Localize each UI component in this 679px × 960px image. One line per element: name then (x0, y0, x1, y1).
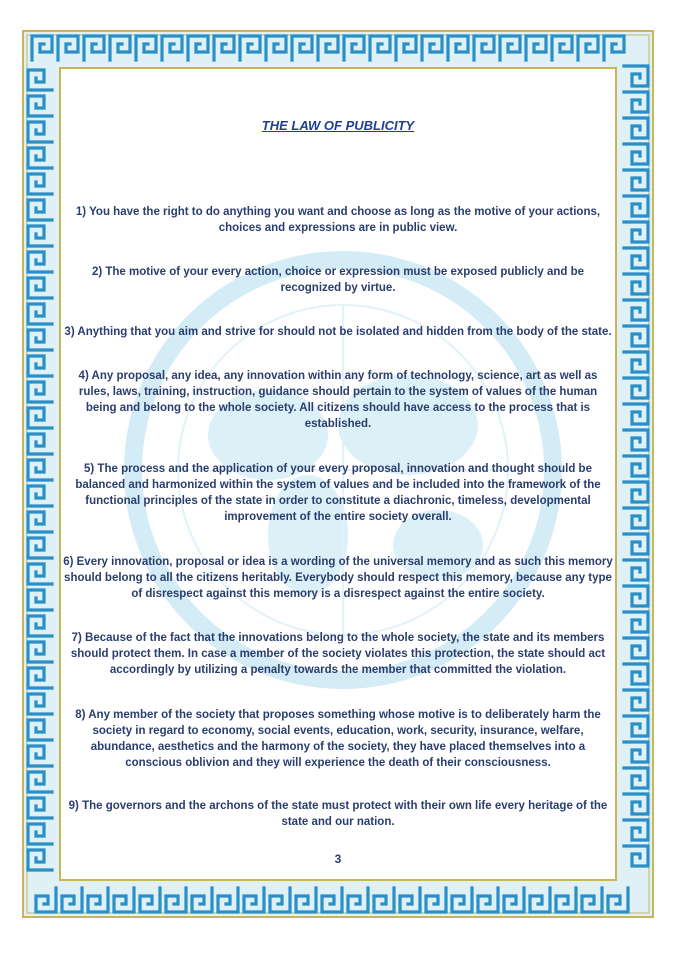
clause-4: 4) Any proposal, any idea, any innovation within any form of technology, science, art as well as rules, laws, training, instruction, guidance should pertain to the system of values of the human being and belong to the whole society. All citizens should have access to the process that is established. (78, 370, 598, 430)
clause-8: 8) Any member of the society that proposes something whose motive is to deliberately harm the society in regard to economy, social events, education, work, security, insurance, welfare, abundance, aesthetics and the harmony of the society, they have placed themselves into a conscious oblivion and they will experience the death of their consciousness. (75, 709, 601, 769)
clause-2: 2) The motive of your every action, choice or expression must be exposed publicly and be recognized by virtue. (91, 266, 585, 294)
clause-1: 1) You have the right to do anything you want and choose as long as the motive of your actions, choices and expressions are in public view. (75, 206, 601, 234)
document-body (62, 70, 614, 880)
page-number: 3 (334, 852, 342, 866)
clause-7: 7) Because of the fact that the innovations belong to the whole society, the state and its members should protect them. In case a member of the society violates this protection, the state should act accordingly by utilizing a penalty towards the member that committed the violation. (70, 632, 606, 676)
clause-5: 5) The process and the application of your every proposal, innovation and thought should be balanced and harmonized within the system of values and be included into the framework of the functional principles of the state in order to constitute a diachronic, timeless, developmental improvement of the entire society overall. (75, 463, 601, 523)
document-title: THE LAW OF PUBLICITY (261, 118, 415, 133)
clause-9: 9) The governors and the archons of the state must protect with their own life every heritage of the state and our nation. (68, 800, 608, 828)
clause-3: 3) Anything that you aim and strive for should not be isolated and hidden from the body of the state. (64, 326, 612, 338)
clause-6: 6) Every innovation, proposal or idea is a wording of the universal memory and as such this memory should belong to all the citizens heritably. Everybody should respect this memory, because any type of disrespect against this memory is a disrespect against the entire society. (63, 556, 613, 600)
